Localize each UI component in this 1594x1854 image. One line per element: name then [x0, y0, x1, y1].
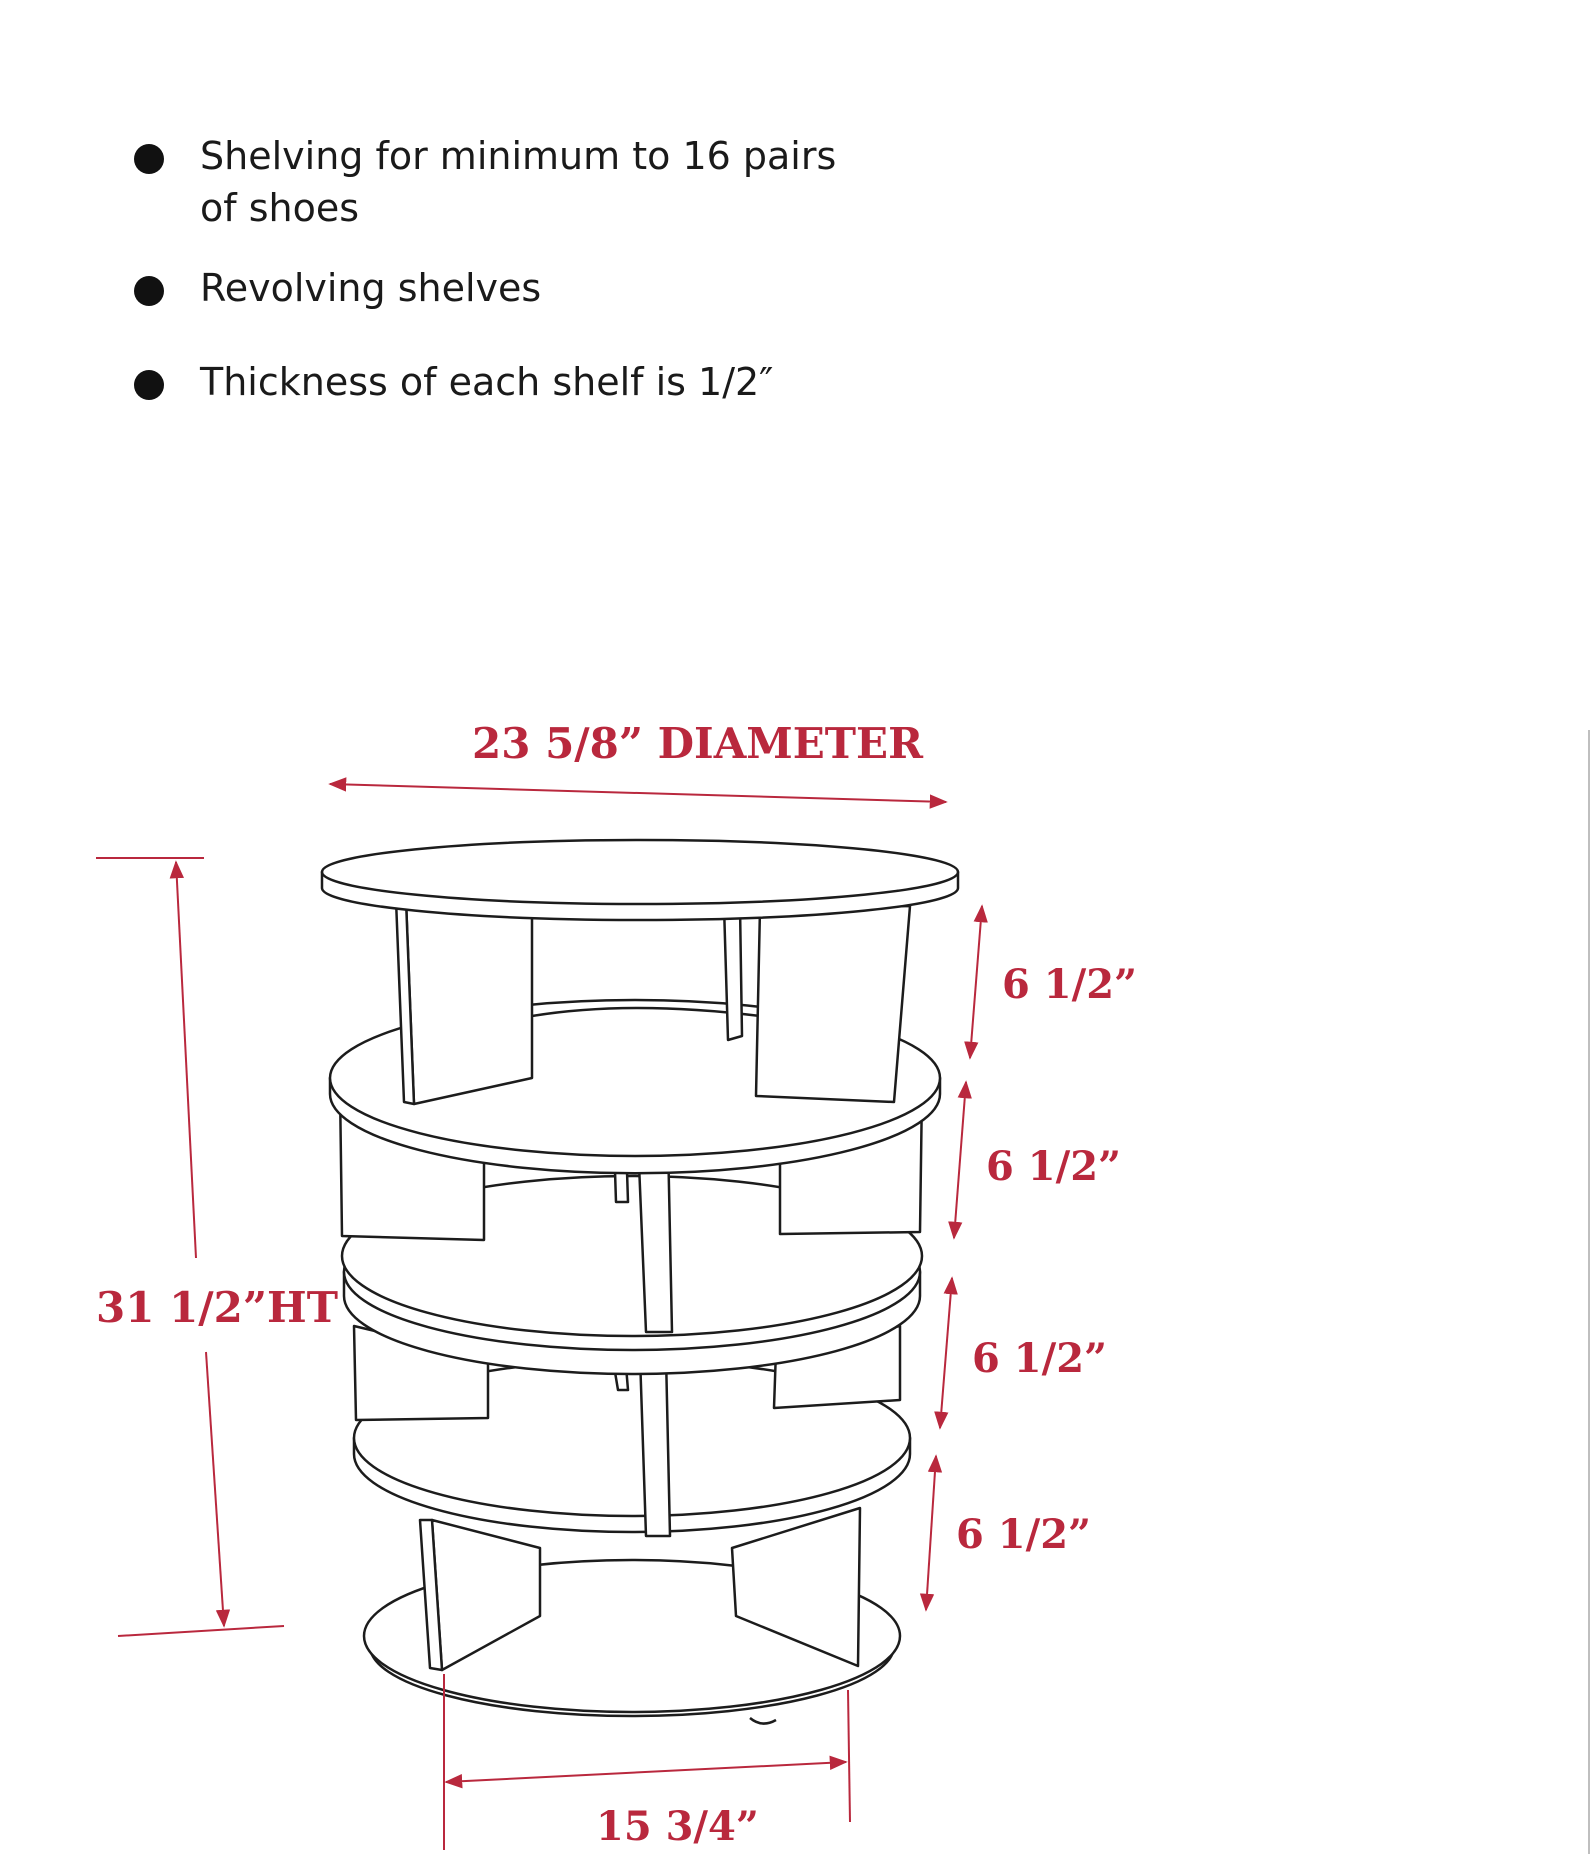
feature-text-line: Thickness of each shelf is 1/2″ [200, 360, 774, 404]
shelf-gap-label-2: 6 1/2” [986, 1143, 1122, 1190]
edge-divider [1588, 730, 1590, 1854]
base-extension-right [848, 1690, 850, 1822]
height-label: 31 1/2”HT [96, 1283, 338, 1332]
feature-text-line: Shelving for minimum to 16 pairs [200, 134, 837, 178]
rack-drawing [322, 840, 958, 1724]
diameter-arrow [330, 784, 946, 802]
shelf-gap-arrow-4 [926, 1456, 936, 1610]
shelf-gap-arrow-2 [954, 1082, 966, 1238]
height-extension-bottom [118, 1626, 284, 1636]
shelf-gap-label-1: 6 1/2” [1002, 961, 1138, 1008]
shelf-gap-arrow-1 [970, 906, 982, 1058]
shelf-gap-label-3: 6 1/2” [972, 1335, 1108, 1382]
height-arrow-lower [206, 1352, 224, 1626]
base-width-arrow [446, 1762, 846, 1782]
height-arrow-upper [176, 862, 196, 1258]
shelf-gap-label-4: 6 1/2” [956, 1511, 1092, 1558]
feature-text-line: of shoes [200, 186, 360, 230]
feature-text-line: Revolving shelves [200, 266, 542, 310]
shelf-gap-arrow-3 [940, 1278, 952, 1428]
base-width-label: 15 3/4” [596, 1803, 759, 1850]
shelf-1-top [322, 840, 958, 920]
diameter-label: 23 5/8” DIAMETER [472, 719, 923, 768]
